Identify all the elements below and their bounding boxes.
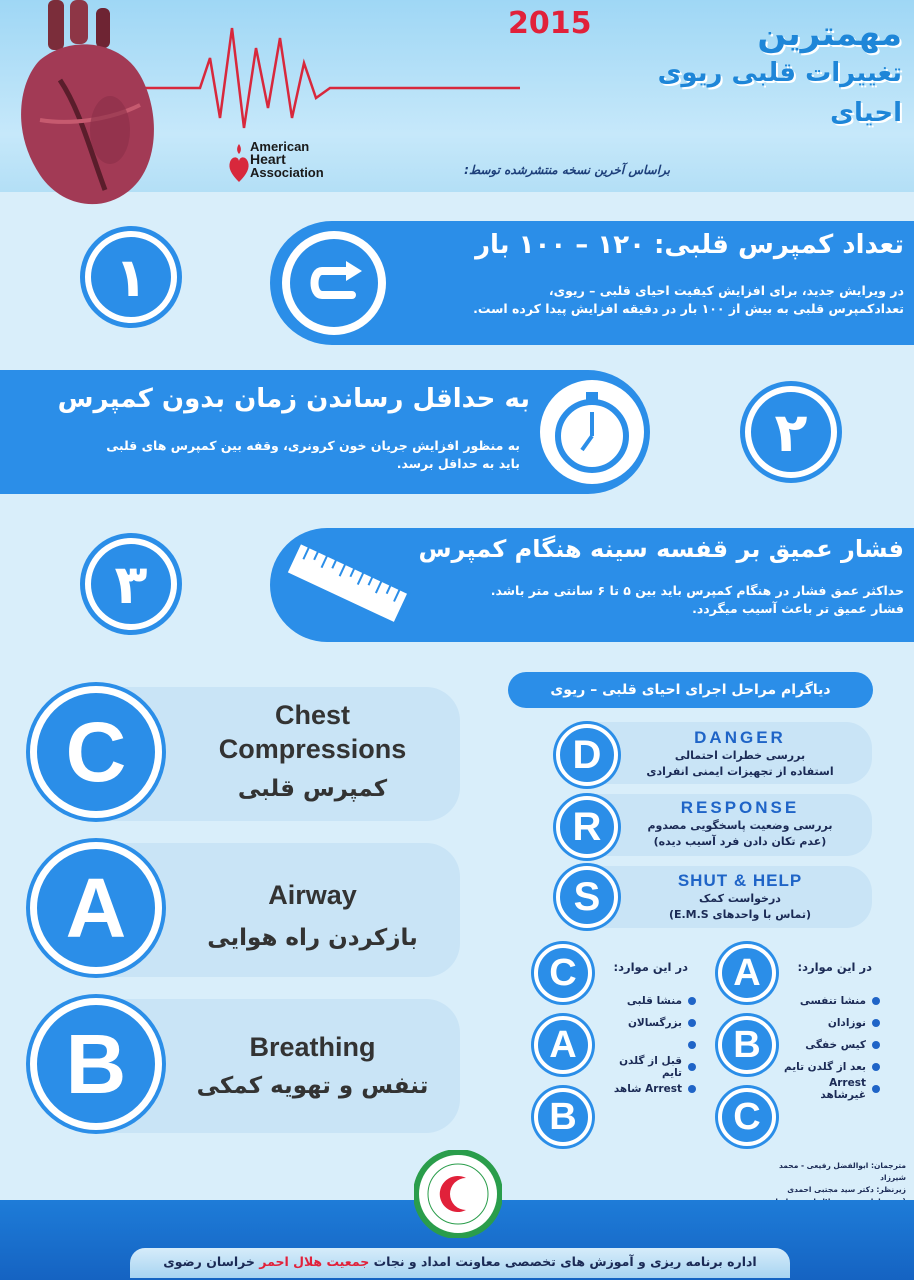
drs-s-text: SHUT & HELP درخواست کمک (تماس با واحدهای E.M.S) bbox=[668, 871, 812, 921]
list-item: کیس خفگی bbox=[780, 1034, 880, 1056]
drs-r-text: RESPONSE بررسی وضعیت پاسخگویی مصدوم (عدم تکان دادن فرد آسیب دیده) bbox=[647, 798, 833, 848]
cab-a-persian: بازکردن راه هوایی bbox=[207, 925, 418, 951]
section2-title: به حداقل رساندن زمان بدون کمپرس bbox=[57, 384, 530, 414]
ruler-icon bbox=[282, 534, 412, 634]
list-item: بزرگسالان bbox=[596, 1012, 696, 1034]
seq-right-circle-3: C bbox=[718, 1088, 776, 1146]
drs-d-text: DANGER بررسی خطرات احتمالی استفاده از تجهیزات ایمنی انفرادی bbox=[646, 728, 834, 778]
page-title-line2: تغییرات قلبی ریوی bbox=[657, 58, 902, 88]
cab-a-english: Airway bbox=[268, 880, 357, 910]
seq-right-heading: در این موارد: bbox=[797, 960, 872, 974]
cab-b-persian: تنفس و تهویه کمکی bbox=[196, 1073, 429, 1099]
year-label: 2015 bbox=[508, 6, 592, 41]
section3-title: فشار عمیق بر قفسه سینه هنگام کمپرس bbox=[418, 535, 904, 563]
seq-right-circle-1: A bbox=[718, 944, 776, 1002]
drs-r-circle: R bbox=[556, 796, 618, 858]
list-item bbox=[596, 1034, 696, 1056]
section3-description: حداکثر عمق فشار در هنگام کمپرس باید بین ۵ تا ۶ سانتی متر باشد. فشار عمیق تر باعث آسیب میگردد. bbox=[490, 583, 904, 616]
ecg-line-icon bbox=[140, 18, 520, 138]
list-item: Arrest غیرشاهد bbox=[780, 1078, 880, 1100]
anatomical-heart-icon bbox=[0, 0, 165, 215]
seq-left-heading: در این موارد: bbox=[613, 960, 688, 974]
cab-c-circle: C bbox=[30, 686, 162, 818]
cab-b-circle: B bbox=[30, 998, 162, 1130]
red-crescent-logo-icon bbox=[414, 1150, 502, 1238]
list-item: قبل از گلدن تایم bbox=[596, 1056, 696, 1078]
footer-text: اداره برنامه ریزی و آموزش های تخصصی معاونت امداد و نجات جمعیت هلال احمر خراسان رضوی bbox=[163, 1254, 757, 1269]
section1-title: تعداد کمپرس قلبی: ۱۲۰ – ۱۰۰ بار bbox=[475, 230, 904, 260]
subtitle: براساس آخرین نسخه منتشرشده توسط: bbox=[464, 163, 670, 177]
seq-left-list bbox=[596, 990, 696, 1100]
section1-number: ۱ bbox=[85, 231, 177, 323]
page-title-line3: احیای bbox=[830, 98, 902, 128]
cab-b-english: Breathing bbox=[249, 1032, 376, 1062]
seq-left-circle-1: C bbox=[534, 944, 592, 1002]
stopwatch-icon bbox=[540, 380, 644, 484]
list-item: منشا قلبی bbox=[596, 990, 696, 1012]
repeat-arrow-icon bbox=[282, 231, 386, 335]
drs-s-circle: S bbox=[556, 866, 618, 928]
section1-description: در ویرایش جدید، برای افزایش کیفیت احیای قلبی – ریوی، تعدادکمپرس قلبی به بیش از ۱۰۰ بار در دقیقه افزایش پیدا کرده است. bbox=[473, 283, 904, 316]
aha-logo-text: American Heart Association bbox=[250, 139, 324, 180]
cab-c-english: Chest Compressions bbox=[218, 700, 407, 764]
section2-number: ۲ bbox=[745, 386, 837, 478]
list-item: نوزادان bbox=[780, 1012, 880, 1034]
list-item: منشا تنفسی bbox=[780, 990, 880, 1012]
seq-right-list bbox=[780, 990, 880, 1100]
section1-icon-circle bbox=[282, 231, 386, 335]
list-item: Arrest شاهد bbox=[596, 1078, 696, 1100]
diagram-header: دیاگرام مراحل اجرای احیای قلبی – ریوی bbox=[508, 672, 873, 708]
credits: مترجمان: ابوالفضل رفیعی - محمد شیرزاد زیرنظر: دکتر سید مجتبی احمدی bbox=[778, 1161, 906, 1194]
section3-number: ۳ bbox=[85, 538, 177, 630]
page-title-line1: مهمترین bbox=[757, 14, 902, 54]
seq-left-circle-2: A bbox=[534, 1016, 592, 1074]
aha-heart-torch-icon bbox=[228, 142, 250, 184]
seq-right-circle-2: B bbox=[718, 1016, 776, 1074]
list-item: بعد از گلدن تایم bbox=[780, 1056, 880, 1078]
drs-d-circle: D bbox=[556, 724, 618, 786]
section2-description: به منظور افزایش جریان خون کرونری، وقفه بین کمپرس های قلبی باید به حداقل برسد. bbox=[106, 438, 520, 471]
cab-c-persian: کمپرس قلبی bbox=[237, 776, 388, 802]
seq-left-circle-3: B bbox=[534, 1088, 592, 1146]
cab-a-circle: A bbox=[30, 842, 162, 974]
section2-icon-circle bbox=[540, 380, 644, 484]
